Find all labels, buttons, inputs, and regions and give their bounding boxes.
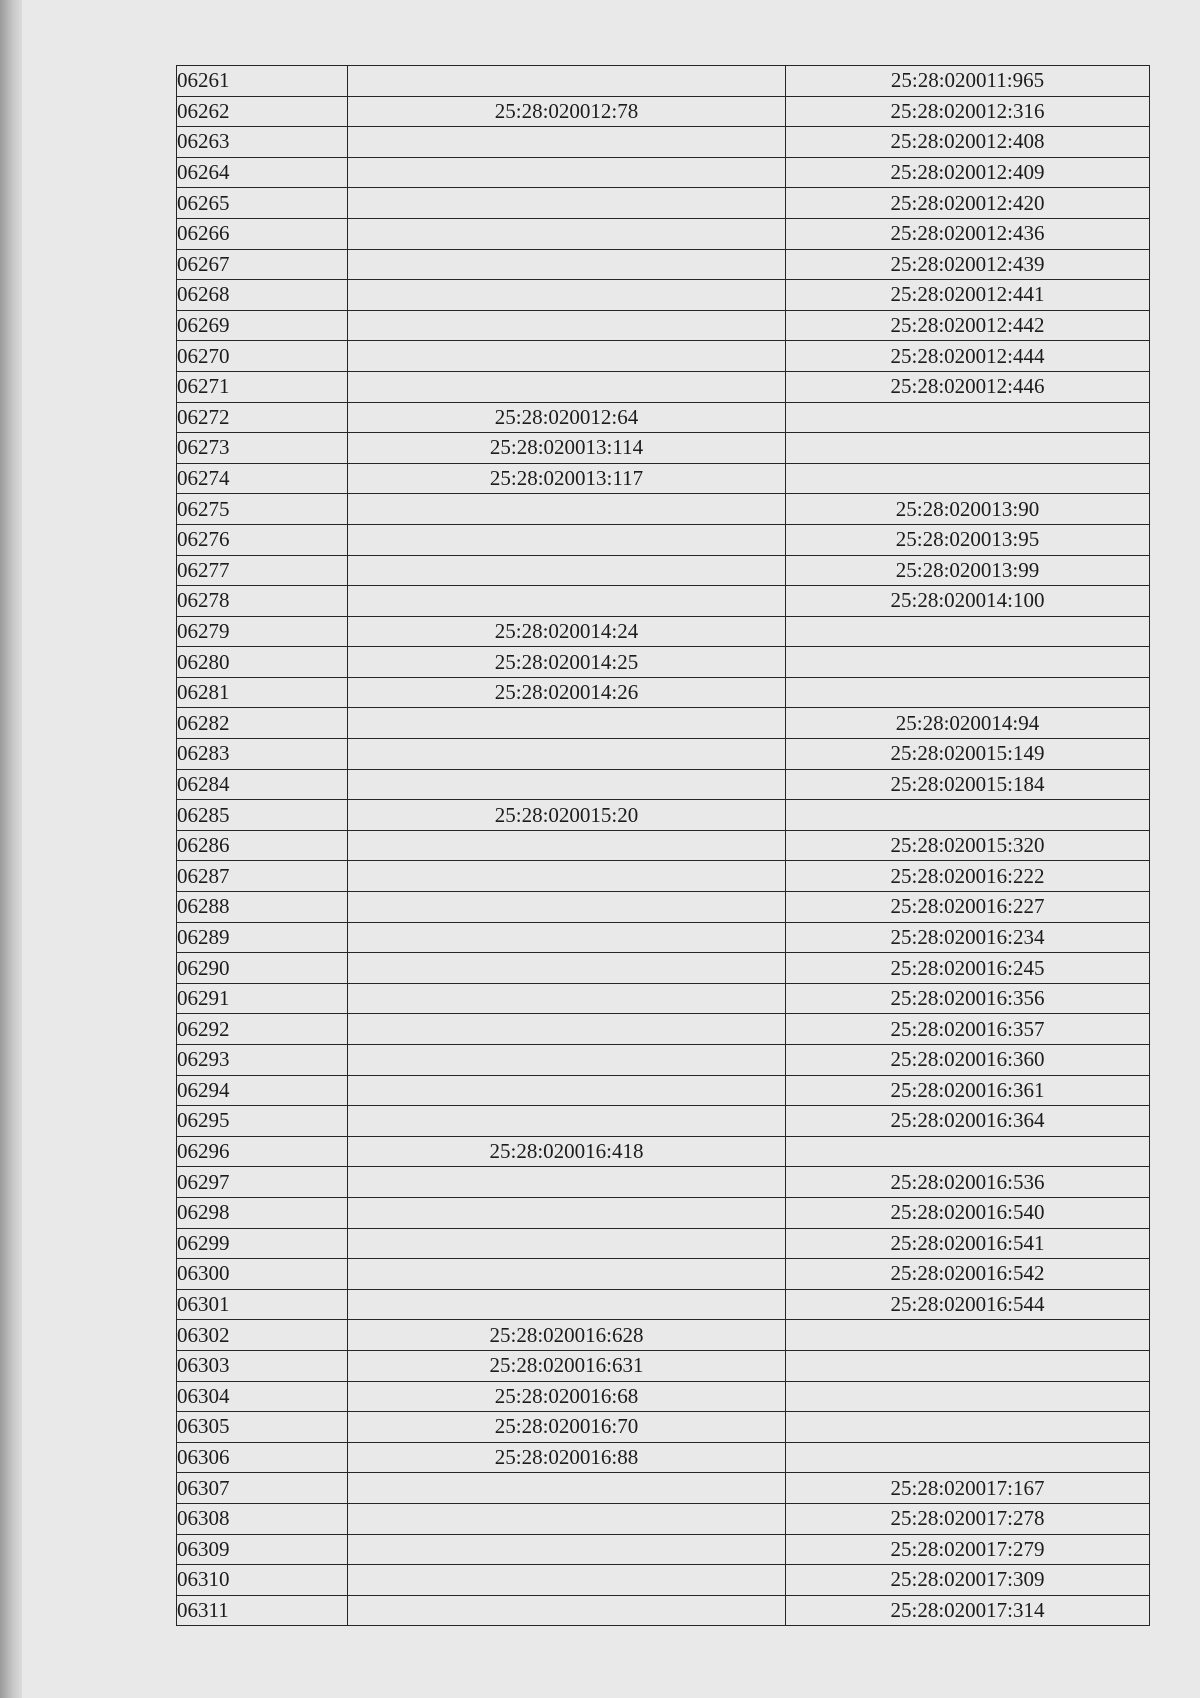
row-number-cell: 06304 [177,1381,348,1412]
cadastral-number-cell [348,1075,786,1106]
table-row [177,1595,1150,1626]
row-number-cell: 06269 [177,310,348,341]
row-number-cell: 06281 [177,677,348,708]
cadastral-number-cell [786,1412,1150,1443]
cadastral-number-cell: 25:28:020017:278 [786,1503,1150,1534]
row-number-cell: 06287 [177,861,348,892]
row-number-cell: 06265 [177,188,348,219]
cadastral-number-cell [348,371,786,402]
row-number-cell: 06291 [177,983,348,1014]
cadastral-number-cell: 25:28:020016:628 [348,1320,786,1351]
cadastral-number-cell [348,157,786,188]
row-number-cell: 06282 [177,708,348,739]
cadastral-number-cell: 25:28:020016:544 [786,1289,1150,1320]
table-row [177,341,1150,372]
cadastral-number-cell [786,433,1150,464]
row-number-cell: 06292 [177,1014,348,1045]
table-row [177,1014,1150,1045]
cadastral-number-cell [786,1350,1150,1381]
cadastral-number-cell: 25:28:020016:542 [786,1259,1150,1290]
cadastral-number-cell: 25:28:020014:25 [348,647,786,678]
cadastral-number-cell [348,310,786,341]
cadastral-number-cell: 25:28:020016:631 [348,1350,786,1381]
table-row [177,127,1150,158]
row-number-cell: 06297 [177,1167,348,1198]
cadastral-number-cell [348,341,786,372]
row-number-cell: 06283 [177,739,348,770]
cadastral-number-cell [348,769,786,800]
table-row [177,157,1150,188]
row-number-cell: 06302 [177,1320,348,1351]
cadastral-number-cell [348,1473,786,1504]
cadastral-number-cell [348,1167,786,1198]
cadastral-number-cell [348,494,786,525]
cadastral-number-cell: 25:28:020017:167 [786,1473,1150,1504]
table-row [177,830,1150,861]
cadastral-number-cell [348,953,786,984]
cadastral-number-cell: 25:28:020016:68 [348,1381,786,1412]
row-number-cell: 06295 [177,1106,348,1137]
cadastral-number-cell [348,280,786,311]
cadastral-number-cell [348,739,786,770]
cadastral-number-cell: 25:28:020012:442 [786,310,1150,341]
cadastral-number-cell: 25:28:020012:78 [348,96,786,127]
row-number-cell: 06299 [177,1228,348,1259]
row-number-cell: 06264 [177,157,348,188]
table-row [177,1106,1150,1137]
table-row [177,66,1150,97]
row-number-cell: 06290 [177,953,348,984]
cadastral-number-cell [348,1014,786,1045]
table-row [177,861,1150,892]
row-number-cell: 06263 [177,127,348,158]
row-number-cell: 06276 [177,524,348,555]
cadastral-number-cell [348,1045,786,1076]
row-number-cell: 06294 [177,1075,348,1106]
cadastral-number-cell [348,830,786,861]
row-number-cell: 06279 [177,616,348,647]
cadastral-number-cell: 25:28:020016:245 [786,953,1150,984]
table-row [177,1197,1150,1228]
cadastral-number-cell: 25:28:020014:100 [786,586,1150,617]
cadastral-number-cell [348,1259,786,1290]
cadastral-number-cell [786,647,1150,678]
cadastral-number-cell: 25:28:020014:94 [786,708,1150,739]
table-row [177,1320,1150,1351]
row-number-cell: 06268 [177,280,348,311]
table-row [177,371,1150,402]
cadastral-number-cell: 25:28:020016:541 [786,1228,1150,1259]
cadastral-number-cell: 25:28:020016:234 [786,922,1150,953]
cadastral-number-cell [348,586,786,617]
cadastral-number-cell [786,800,1150,831]
cadastral-number-cell [348,1197,786,1228]
table-row [177,1167,1150,1198]
cadastral-number-cell: 25:28:020012:420 [786,188,1150,219]
table-row [177,1534,1150,1565]
table-row [177,402,1150,433]
table-row [177,249,1150,280]
table-row [177,769,1150,800]
row-number-cell: 06277 [177,555,348,586]
document-page [22,0,1200,1698]
cadastral-number-cell [786,677,1150,708]
row-number-cell: 06309 [177,1534,348,1565]
table-row [177,586,1150,617]
cadastral-number-cell [348,127,786,158]
row-number-cell: 06289 [177,922,348,953]
cadastral-number-cell: 25:28:020013:99 [786,555,1150,586]
row-number-cell: 06311 [177,1595,348,1626]
table-row [177,310,1150,341]
cadastral-number-cell: 25:28:020016:222 [786,861,1150,892]
table-row [177,1045,1150,1076]
table-row [177,280,1150,311]
table-row [177,494,1150,525]
cadastral-number-cell: 25:28:020016:357 [786,1014,1150,1045]
row-number-cell: 06267 [177,249,348,280]
row-number-cell: 06301 [177,1289,348,1320]
table-row [177,922,1150,953]
cadastral-number-cell: 25:28:020013:95 [786,524,1150,555]
cadastral-number-cell: 25:28:020015:20 [348,800,786,831]
cadastral-number-cell: 25:28:020016:540 [786,1197,1150,1228]
row-number-cell: 06261 [177,66,348,97]
cadastral-number-cell [348,188,786,219]
table-row [177,555,1150,586]
table-row [177,1075,1150,1106]
table-row [177,1136,1150,1167]
table-row [177,1228,1150,1259]
cadastral-number-cell [348,1595,786,1626]
table-row [177,800,1150,831]
cadastral-number-cell: 25:28:020015:320 [786,830,1150,861]
table-row [177,524,1150,555]
table-row [177,647,1150,678]
table-row [177,953,1150,984]
cadastral-number-cell: 25:28:020016:227 [786,892,1150,923]
cadastral-number-cell [348,708,786,739]
cadastral-table [176,65,1150,1626]
cadastral-number-cell: 25:28:020011:965 [786,66,1150,97]
cadastral-number-cell [348,861,786,892]
cadastral-number-cell: 25:28:020013:90 [786,494,1150,525]
row-number-cell: 06270 [177,341,348,372]
row-number-cell: 06306 [177,1442,348,1473]
cadastral-number-cell: 25:28:020016:356 [786,983,1150,1014]
row-number-cell: 06284 [177,769,348,800]
table-row [177,96,1150,127]
table-row [177,1289,1150,1320]
table-row [177,1350,1150,1381]
row-number-cell: 06280 [177,647,348,678]
row-number-cell: 06298 [177,1197,348,1228]
cadastral-number-cell: 25:28:020012:316 [786,96,1150,127]
row-number-cell: 06273 [177,433,348,464]
cadastral-number-cell: 25:28:020017:314 [786,1595,1150,1626]
cadastral-number-cell: 25:28:020015:149 [786,739,1150,770]
row-number-cell: 06308 [177,1503,348,1534]
table-row [177,708,1150,739]
table-row [177,218,1150,249]
cadastral-number-cell: 25:28:020015:184 [786,769,1150,800]
row-number-cell: 06288 [177,892,348,923]
cadastral-number-cell [348,892,786,923]
table-body [177,66,1150,1626]
cadastral-number-cell: 25:28:020013:117 [348,463,786,494]
row-number-cell: 06285 [177,800,348,831]
cadastral-number-cell: 25:28:020012:64 [348,402,786,433]
cadastral-number-cell: 25:28:020016:418 [348,1136,786,1167]
cadastral-number-cell [786,463,1150,494]
table-row [177,1442,1150,1473]
cadastral-number-cell [348,1289,786,1320]
row-number-cell: 06278 [177,586,348,617]
cadastral-number-cell: 25:28:020017:309 [786,1565,1150,1596]
table-row [177,188,1150,219]
scan-binding-edge [0,0,22,1698]
cadastral-number-cell [348,1534,786,1565]
row-number-cell: 06293 [177,1045,348,1076]
cadastral-number-cell [786,1381,1150,1412]
row-number-cell: 06310 [177,1565,348,1596]
cadastral-number-cell: 25:28:020012:408 [786,127,1150,158]
cadastral-number-cell: 25:28:020014:26 [348,677,786,708]
row-number-cell: 06274 [177,463,348,494]
cadastral-number-cell [348,922,786,953]
cadastral-number-cell: 25:28:020012:439 [786,249,1150,280]
table-row [177,463,1150,494]
cadastral-number-cell: 25:28:020016:360 [786,1045,1150,1076]
cadastral-number-cell [786,616,1150,647]
table-row [177,1381,1150,1412]
table-row [177,433,1150,464]
table-row [177,739,1150,770]
table-row [177,1503,1150,1534]
cadastral-number-cell [348,1503,786,1534]
cadastral-number-cell: 25:28:020016:364 [786,1106,1150,1137]
cadastral-number-cell [348,66,786,97]
cadastral-number-cell: 25:28:020013:114 [348,433,786,464]
cadastral-number-cell: 25:28:020012:444 [786,341,1150,372]
cadastral-number-cell: 25:28:020016:536 [786,1167,1150,1198]
cadastral-number-cell: 25:28:020017:279 [786,1534,1150,1565]
cadastral-number-cell [348,1106,786,1137]
row-number-cell: 06305 [177,1412,348,1443]
row-number-cell: 06300 [177,1259,348,1290]
row-number-cell: 06271 [177,371,348,402]
cadastral-number-cell [786,402,1150,433]
cadastral-number-cell: 25:28:020016:361 [786,1075,1150,1106]
table-row [177,1473,1150,1504]
row-number-cell: 06296 [177,1136,348,1167]
cadastral-number-cell: 25:28:020012:441 [786,280,1150,311]
table-row [177,1412,1150,1443]
row-number-cell: 06272 [177,402,348,433]
cadastral-number-cell [348,524,786,555]
cadastral-number-cell: 25:28:020014:24 [348,616,786,647]
cadastral-number-cell: 25:28:020016:70 [348,1412,786,1443]
row-number-cell: 06303 [177,1350,348,1381]
row-number-cell: 06307 [177,1473,348,1504]
cadastral-number-cell [786,1136,1150,1167]
cadastral-number-cell: 25:28:020012:446 [786,371,1150,402]
row-number-cell: 06286 [177,830,348,861]
cadastral-number-cell [348,555,786,586]
cadastral-number-cell: 25:28:020012:436 [786,218,1150,249]
row-number-cell: 06266 [177,218,348,249]
table-row [177,1259,1150,1290]
table-row [177,616,1150,647]
cadastral-number-cell: 25:28:020012:409 [786,157,1150,188]
cadastral-number-cell [348,218,786,249]
cadastral-number-cell [348,1565,786,1596]
row-number-cell: 06275 [177,494,348,525]
table-row [177,1565,1150,1596]
table-row [177,892,1150,923]
row-number-cell: 06262 [177,96,348,127]
cadastral-number-cell [348,249,786,280]
table-row [177,983,1150,1014]
cadastral-number-cell: 25:28:020016:88 [348,1442,786,1473]
cadastral-number-cell [348,983,786,1014]
cadastral-number-cell [786,1442,1150,1473]
table-row [177,677,1150,708]
cadastral-number-cell [786,1320,1150,1351]
cadastral-number-cell [348,1228,786,1259]
